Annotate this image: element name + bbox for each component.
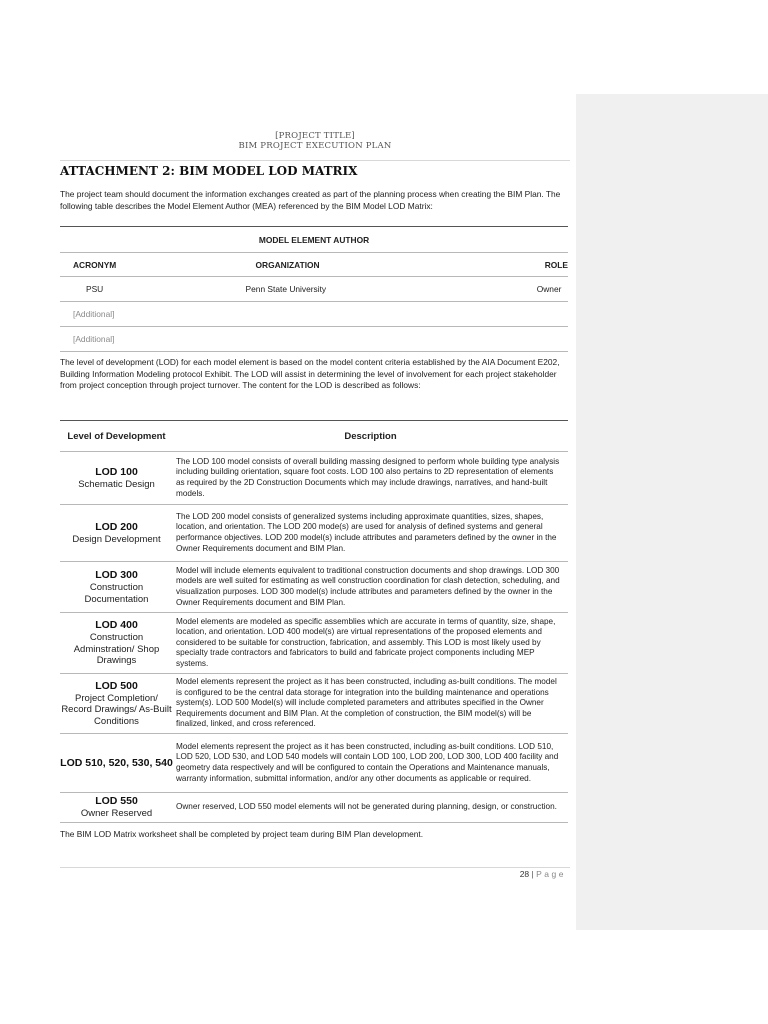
lod-name: Owner Reserved [80, 808, 153, 820]
column-header-acronym: ACRONYM [73, 259, 117, 270]
table-row [60, 302, 568, 327]
table-row [60, 734, 568, 793]
lod-code: LOD 500 [95, 679, 138, 692]
organization-cell [206, 327, 485, 352]
column-header-role: ROLE [544, 259, 568, 270]
section-title: ATTACHMENT 2: BIM MODEL LOD MATRIX [60, 164, 358, 178]
page-label: Page [536, 869, 566, 879]
page-number [460, 869, 566, 879]
page-separator: | [531, 869, 534, 879]
table-row [60, 793, 568, 823]
lod-name: Design Development [72, 533, 161, 545]
acronym-cell: [Additional] [73, 309, 115, 319]
intro-paragraph: The project team should document the information exchanges created as part of the planning process when creating the BIM Plan. The following table describes the Model Element Author (MEA) referenced by the BIM Model LOD Matrix: [60, 189, 561, 211]
table-row [60, 505, 568, 562]
acronym-cell: [Additional] [73, 334, 115, 344]
page-header [60, 131, 570, 151]
plan-name: BIM PROJECT EXECUTION PLAN [238, 141, 392, 151]
lod-name: Construction Adminstration/ Shop Drawings [73, 632, 160, 667]
lod-description: Model will include elements equivalent to traditional construction documents and shop drawings. LOD 300 models are well suited for estimating as well construction coordination for clash detection, scheduling, and visualization purposes. LOD 300 model(s) include attributes and parameters defined by the owner in the Owner Requirements document and BIM Plan. [176, 565, 560, 607]
lod-code: LOD 510, 520, 530, 540 [60, 756, 173, 769]
table-row [60, 277, 568, 302]
column-header-organization: ORGANIZATION [255, 259, 320, 270]
lod-description: Model elements represent the project as it has been constructed, including as-built conditions. The model is configured to be the central data storage for integration into the building maintenance and operations system(s). LOD 500 Model(s) will include completed parameters and attributes specified in the Owner Requirements document and BIM Plan. At the completion of construction, the BIM model(s) will be finalized, linked, and cross referenced. [176, 677, 557, 729]
lod-description: The LOD 200 model consists of generalized systems including approximate quantities, sizes, shapes, location, and orientation. The LOD 200 mode(s) are used for analysis of defined systems and general performance objectives. LOD 200 model(s) include attributes and parameters defined by the owner in the Owner Requirements document and BIM Plan. [176, 511, 557, 553]
mea-table [60, 226, 568, 352]
role-cell [485, 302, 568, 327]
role-cell [485, 327, 568, 352]
lod-code: LOD 400 [95, 619, 138, 632]
page-number-value: 28 [519, 869, 530, 879]
table-row [60, 452, 568, 505]
mea-table-caption: MODEL ELEMENT AUTHOR [60, 227, 568, 253]
lod-name: Project Completion/ Record Drawings/ As-Built Conditions [61, 692, 172, 727]
footer-divider [60, 867, 570, 868]
table-row [60, 613, 568, 674]
organization-cell [206, 302, 485, 327]
role-cell: Owner [536, 284, 562, 294]
lod-name: Schematic Design [78, 478, 155, 490]
project-title: [PROJECT TITLE] [275, 131, 355, 141]
acronym-cell: PSU [86, 284, 104, 294]
closing-paragraph: The BIM LOD Matrix worksheet shall be completed by project team during BIM Plan development. [60, 829, 424, 839]
lod-code: LOD 300 [95, 569, 138, 581]
table-row [60, 327, 568, 352]
column-header-level: Level of Development [67, 430, 166, 442]
lod-name: Construction Documentation [84, 582, 149, 605]
lod-code: LOD 200 [95, 520, 138, 533]
lod-description: Model elements represent the project as it has been constructed, including as-built conditions. LOD 510, LOD 520, LOD 530, and LOD 540 models will contain LOD 100, LOD 200, LOD 300, LOD 400 facility and geometry data respectively and will be configured to contain the Operations and Maintenance manuals, warranty information, submittal information, and/or any other documents as applicable or required. [176, 741, 559, 783]
column-header-description: Description [344, 430, 397, 442]
lod-table [60, 420, 568, 823]
table-row [60, 562, 568, 613]
lod-description: Model elements are modeled as specific assemblies which are accurate in terms of quantity, size, shape, location, and orientation. LOD 400 model(s) are virtual representations of the proposed elements and considered to be suitable for construction, fabrication, and assembly. This LOD is most likely used by specialty trade contractors and fabricators to build and fabricate project components including MEP systems. [176, 616, 556, 668]
table-row [60, 674, 568, 734]
comment-pane [576, 94, 768, 930]
lod-description: Owner reserved, LOD 550 model elements will not be generated during planning, design, or construction. [176, 802, 557, 812]
lod-intro-paragraph: The level of development (LOD) for each model element is based on the model content criteria established by the AIA Document E202, Building Information Modeling protocol Exhibit. The LOD will assist in determining the level of involvement for each project stakeholder from project conception through project turnover. The content for the LOD is described as follows: [60, 357, 560, 390]
lod-code: LOD 550 [95, 795, 138, 808]
lod-description: The LOD 100 model consists of overall building massing designed to perform whole building type analysis including building orientation, square foot costs. LOD 100 also pertains to 2D representation of elements as required by the 2D Construction Documents which may include drawings, narratives, and hand-built models. [176, 456, 560, 498]
organization-cell: Penn State University [245, 284, 327, 294]
lod-code: LOD 100 [95, 465, 138, 478]
header-divider [60, 160, 570, 161]
